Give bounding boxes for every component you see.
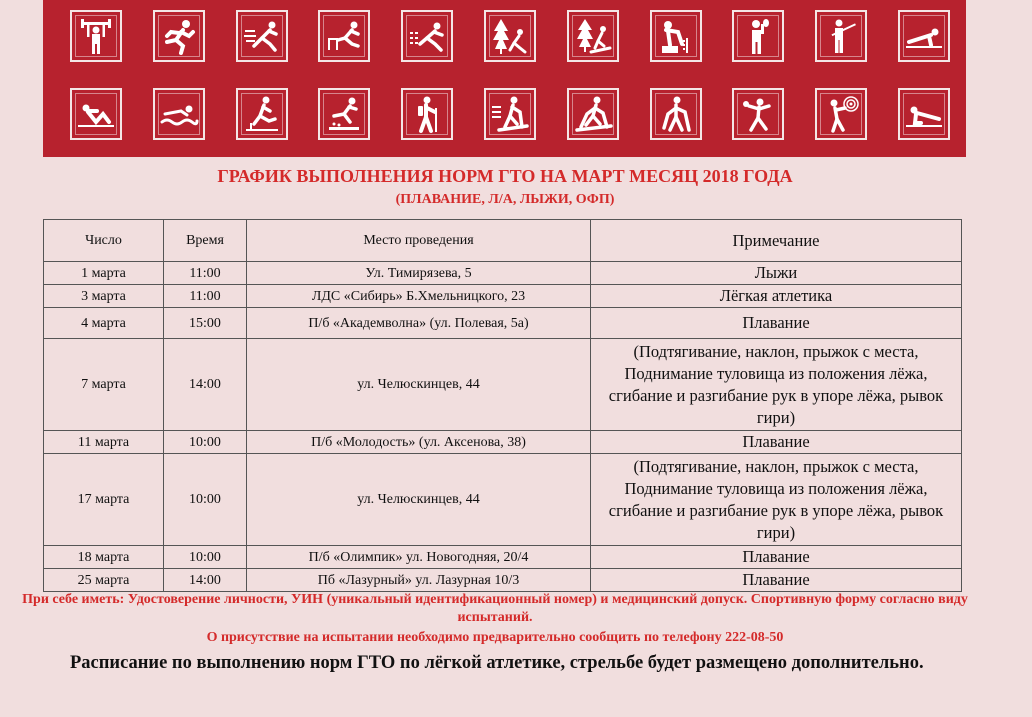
swimming-icon bbox=[153, 88, 205, 140]
row-time: 14:00 bbox=[164, 569, 247, 592]
row-time: 10:00 bbox=[164, 431, 247, 454]
table-row bbox=[44, 546, 962, 569]
phone-note: О присутствие на испытании необходимо предварительно сообщить по телефону 222-08-50 bbox=[206, 630, 784, 645]
row-note: Лыжи bbox=[591, 262, 962, 285]
header-date: Число bbox=[44, 220, 164, 262]
row-note: Плавание bbox=[591, 546, 962, 569]
icon-row-1 bbox=[70, 10, 950, 62]
long-jump-icon bbox=[236, 88, 288, 140]
bench-test-icon bbox=[650, 10, 702, 62]
table-row bbox=[44, 454, 962, 546]
situp-icon bbox=[70, 88, 122, 140]
skiing-icon bbox=[484, 88, 536, 140]
row-note: Плавание bbox=[591, 308, 962, 339]
row-note: Плавание bbox=[591, 431, 962, 454]
table-row bbox=[44, 339, 962, 431]
ball-throw-icon bbox=[732, 88, 784, 140]
icon-row-2 bbox=[70, 88, 950, 140]
table-row bbox=[44, 431, 962, 454]
sprint-icon bbox=[153, 10, 205, 62]
row-time: 15:00 bbox=[164, 308, 247, 339]
long-run-icon bbox=[401, 10, 453, 62]
row-date: 17 марта bbox=[44, 454, 164, 546]
row-place: Ул. Тимирязева, 5 bbox=[247, 262, 591, 285]
row-note: (Подтягивание, наклон, прыжок с места, Поднимание туловища из положения лёжа, сгибание и разгибание рук в упоре лёжа, рывок гири) bbox=[591, 454, 962, 546]
hiking-icon bbox=[401, 88, 453, 140]
row-note: Лёгкая атлетика bbox=[591, 285, 962, 308]
grenade-throw-icon bbox=[732, 10, 784, 62]
schedule-announcement: Расписание по выполнению норм ГТО по лёгкой атлетике, стрельбе будет размещено дополнительно. bbox=[70, 653, 924, 673]
row-place: П/б «Олимпик» ул. Новогодняя, 20/4 bbox=[247, 546, 591, 569]
page-title: ГРАФИК ВЫПОЛНЕНИЯ НОРМ ГТО НА МАРТ МЕСЯЦ 2018 ГОДА bbox=[217, 166, 793, 186]
row-note: Плавание bbox=[591, 569, 962, 592]
header-time: Время bbox=[164, 220, 247, 262]
row-time: 11:00 bbox=[164, 285, 247, 308]
row-place: ул. Челюскинцев, 44 bbox=[247, 339, 591, 431]
table-row bbox=[44, 569, 962, 592]
table-row bbox=[44, 285, 962, 308]
row-time: 14:00 bbox=[164, 339, 247, 431]
table-row bbox=[44, 308, 962, 339]
row-date: 7 марта bbox=[44, 339, 164, 431]
weightlifting-icon bbox=[70, 10, 122, 62]
cross-country-icon bbox=[484, 10, 536, 62]
row-date: 18 марта bbox=[44, 546, 164, 569]
table-row bbox=[44, 262, 962, 285]
page-subtitle: (ПЛАВАНИЕ, Л/А, ЛЫЖИ, ОФП) bbox=[395, 192, 615, 207]
ski-cross-icon bbox=[567, 10, 619, 62]
shooting-icon bbox=[815, 10, 867, 62]
table-header-row bbox=[44, 220, 962, 262]
high-jump-icon bbox=[318, 88, 370, 140]
skiing-poles-icon bbox=[567, 88, 619, 140]
row-time: 10:00 bbox=[164, 546, 247, 569]
pushup-icon bbox=[898, 10, 950, 62]
row-date: 3 марта bbox=[44, 285, 164, 308]
header-note: Примечание bbox=[591, 220, 962, 262]
target-shooting-icon bbox=[815, 88, 867, 140]
requirements-note: При себе иметь: Удостоверение личности, УИН (уникальный идентификационный номер) и медицинский допуск. Спортивную форму согласно виду испытаний. bbox=[22, 592, 968, 625]
running-hurdle-icon bbox=[318, 10, 370, 62]
row-place: П/б «Молодость» (ул. Аксенова, 38) bbox=[247, 431, 591, 454]
row-time: 11:00 bbox=[164, 262, 247, 285]
row-note: (Подтягивание, наклон, прыжок с места, Поднимание туловища из положения лёжа, сгибание и разгибание рук в упоре лёжа, рывок гири) bbox=[591, 339, 962, 431]
row-date: 4 марта bbox=[44, 308, 164, 339]
row-place: ул. Челюскинцев, 44 bbox=[247, 454, 591, 546]
row-date: 25 марта bbox=[44, 569, 164, 592]
row-place: ЛДС «Сибирь» Б.Хмельницкого, 23 bbox=[247, 285, 591, 308]
running-speed-icon bbox=[236, 10, 288, 62]
row-date: 1 марта bbox=[44, 262, 164, 285]
sports-banner bbox=[43, 0, 966, 157]
row-place: Пб «Лазурный» ул. Лазурная 10/3 bbox=[247, 569, 591, 592]
nordic-walking-icon bbox=[650, 88, 702, 140]
row-place: П/б «Академволна» (ул. Полевая, 5а) bbox=[247, 308, 591, 339]
row-time: 10:00 bbox=[164, 454, 247, 546]
header-place: Место проведения bbox=[247, 220, 591, 262]
row-date: 11 марта bbox=[44, 431, 164, 454]
plank-icon bbox=[898, 88, 950, 140]
schedule-table bbox=[43, 219, 962, 592]
